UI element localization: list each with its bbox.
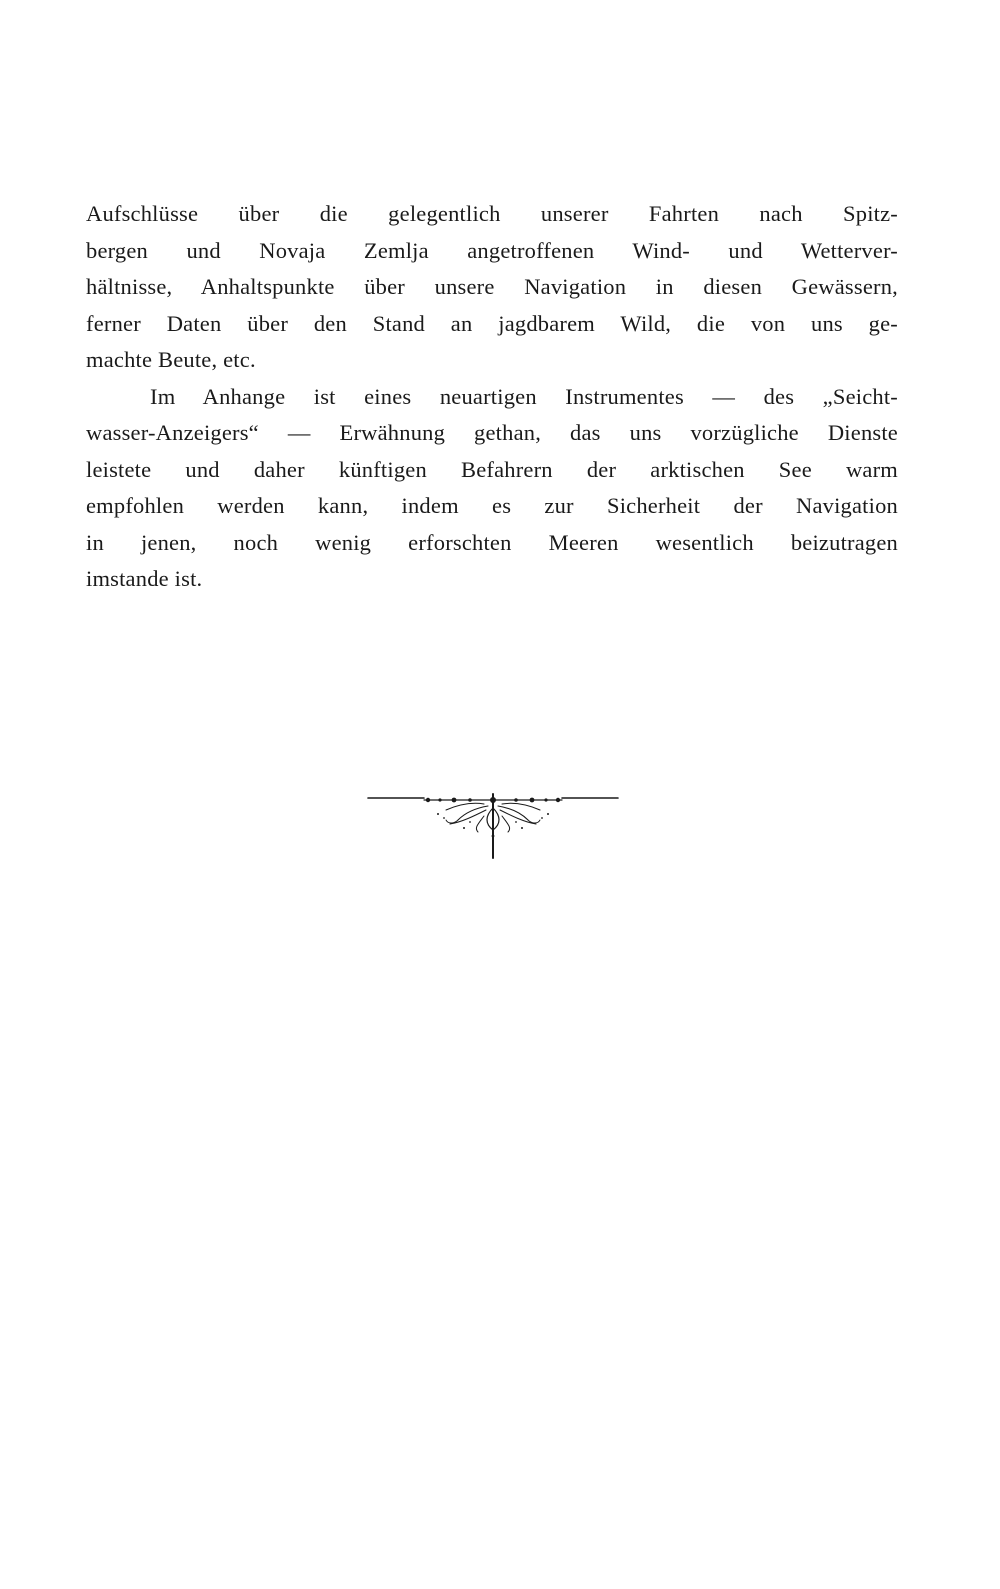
text-line: imstande ist. — [86, 566, 203, 591]
body-text — [86, 196, 898, 598]
text-line: wasser-Anzeigers“ — Erwähnung gethan, das uns vorzügliche Dienste — [86, 420, 898, 445]
text-line: in jenen, noch wenig erforschten Meeren wesentlich beizutragen — [86, 529, 898, 555]
text-line: hältnisse, Anhaltspunkte über unsere Navigation in diesen Gewässern, — [86, 274, 898, 299]
text-line: empfohlen werden kann, indem es zur Sicherheit der Navigation — [86, 493, 898, 518]
text-line: Aufschlüsse über die gelegentlich unserer Fahrten nach Spitz- — [86, 201, 898, 226]
vignette-ornament-icon — [366, 788, 620, 864]
text-line: machte Beute, etc. — [86, 347, 256, 372]
text-line: Im Anhange ist eines neuartigen Instrumentes — des „Seicht- — [150, 383, 898, 409]
text-line: leistete und daher künftigen Befahrern der arktischen See warm — [86, 456, 898, 482]
paragraph-2 — [86, 379, 898, 598]
paragraph-1 — [86, 196, 898, 379]
text-line: bergen und Novaja Zemlja angetroffenen Wind- und Wetterver- — [86, 237, 898, 263]
text-line: ferner Daten über den Stand an jagdbarem Wild, die von uns ge- — [86, 310, 898, 336]
